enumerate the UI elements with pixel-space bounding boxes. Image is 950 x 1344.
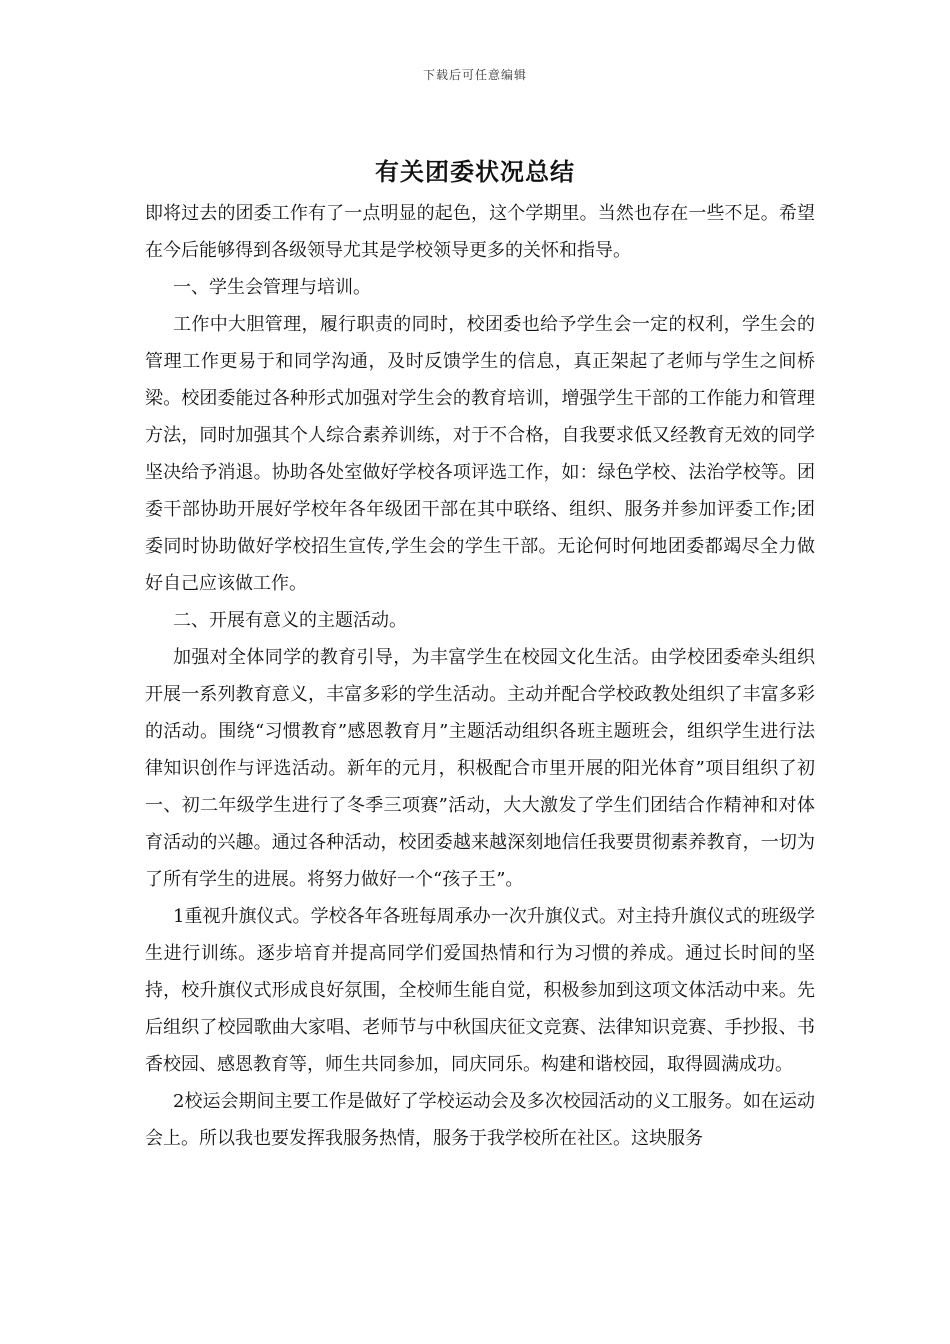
section-heading-2: 二、开展有意义的主题活动。	[173, 610, 407, 631]
paragraph-activities: 加强对全体同学的教育引导，为丰富学生在校园文化生活。由学校团委牵头组织开展一系列教育意义，丰富多彩的学生活动。主动并配合学校政教处组织了丰富多彩的活动。围绕“习惯教育”感恩教育月”主题活动组织各班主题班会，组织学生进行法律知识创作与评选活动。新年的元月，积极配合市里开展的阳光体育”项目组织了初一、初二年级学生进行了冬季三项赛”活动，大大激发了学生们团结合作精神和对体育活动的兴趣。通过各种活动，校团委越来越深刻地信任我要贯彻素养教育，一切为了所有学生的进展。将努力做好一个“孩子王”。	[145, 647, 815, 890]
paragraph-student-union: 工作中大胆管理，履行职责的同时，校团委也给予学生会一定的权利，学生会的管理工作更易于和同学沟通，及时反馈学生的信息，真正架起了老师与学生之间桥梁。校团委能过各种形式加强对学生会的教育培训，增强学生干部的工作能力和管理方法，同时加强其个人综合素养训练，对于不合格，自我要求低又经教育无效的同学坚决给予消退。协助各处室做好学校各项评选工作，如：绿色学校、法治学校等。团委干部协助开展好学校年各年级团干部在其中联络、组织、服务并参加评委工作;团委同时协助做好学校招生宣传,学生会的学生干部。无论何时何地团委都竭尽全力做好自己应该做工作。	[145, 314, 815, 594]
document-body	[145, 195, 815, 1157]
paragraph-sports-meet: 2校运会期间主要工作是做好了学校运动会及多次校园活动的义工服务。如在运动会上。所以我也要发挥我服务热情，服务于我学校所在社区。这块服务	[145, 1091, 815, 1149]
document-title: 有关团委状况总结	[375, 157, 575, 186]
paragraph-flag-ceremony: 1重视升旗仪式。学校各年各班每周承办一次升旗仪式。对主持升旗仪式的班级学生进行训练。逐步培育并提高同学们爱国热情和行为习惯的养成。通过长时间的坚持，校升旗仪式形成良好氛围，全校师生能自觉，积极参加到这项文体活动中来。先后组织了校园歌曲大家唱、老师节与中秋国庆征文竞赛、法律知识竞赛、手抄报、书香校园、感恩教育等，师生共同参加，同庆同乐。构建和谐校园，取得圆满成功。	[145, 906, 815, 1075]
paragraph-intro: 即将过去的团委工作有了一点明显的起色，这个学期里。当然也存在一些不足。希望在今后能够得到各级领导尤其是学校领导更多的关怀和指导。	[145, 203, 815, 261]
header-note: 下载后可任意编辑	[422, 68, 527, 82]
section-heading-1: 一、学生会管理与培训。	[173, 277, 371, 298]
